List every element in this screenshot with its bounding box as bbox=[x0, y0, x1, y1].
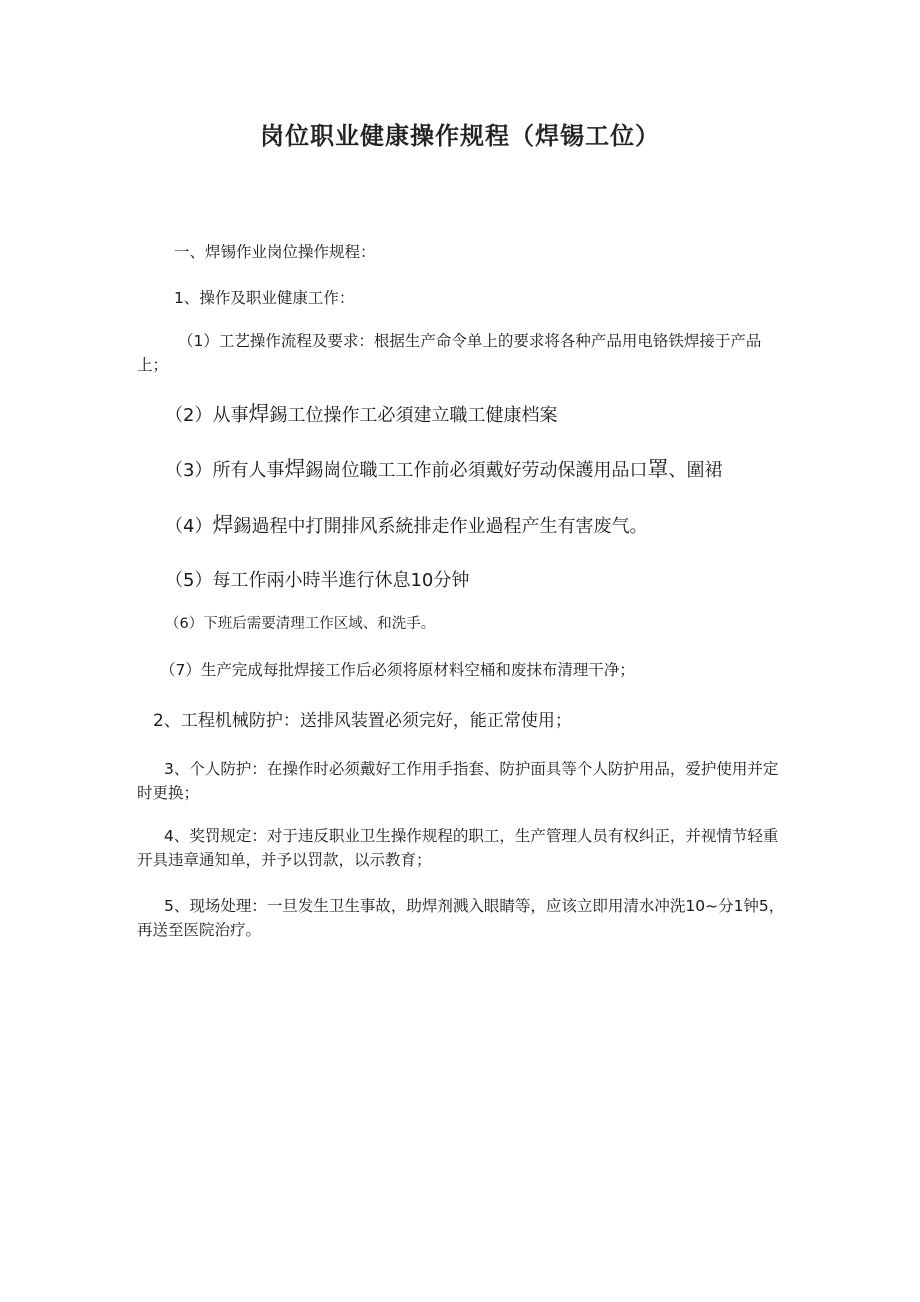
rule-item-2-emphasis: 焊 bbox=[248, 402, 270, 426]
rule-item-7: （7）生产完成每批焊接工作后必须将原材料空桶和废抹布清理干净； bbox=[160, 661, 635, 679]
rule-item-5: （5）每工作兩小時半進行休息10分钟 bbox=[165, 570, 470, 591]
rule-item-4-emphasis: 焊 bbox=[212, 513, 234, 537]
rule-item-3 bbox=[165, 453, 722, 483]
rule-item-4 bbox=[165, 509, 647, 539]
rule-item-2-prefix: （2）从事 bbox=[165, 405, 249, 426]
rule-item-3-emphasis-2: 罩 bbox=[647, 457, 669, 481]
document-title: 岗位职业健康操作规程（焊锡工位） bbox=[260, 122, 660, 150]
rule-item-3-tail: 、圍裙 bbox=[668, 460, 723, 481]
rule-item-1: （1）工艺操作流程及要求：根据生产命令单上的要求将各种产品用电铬铁焊接于产品上； bbox=[137, 332, 762, 374]
subsection-heading: 1、操作及职业健康工作： bbox=[174, 289, 355, 307]
rule-item-4-prefix: （4） bbox=[165, 516, 213, 537]
rule-item-6: （6）下班后需要清理工作区域、和洗手。 bbox=[165, 616, 436, 632]
rule-item-2 bbox=[165, 398, 557, 428]
subsection-4: 4、奖罚规定：对于违反职业卫生操作规程的职工，生产管理人员有权纠正，并视情节轻重开具违章通知单，并予以罚款，以示教育； bbox=[137, 827, 779, 869]
rule-item-3-prefix: （3）所有人事 bbox=[165, 460, 285, 481]
subsection-5: 5、现场处理：一旦发生卫生事故，助焊剂溅入眼睛等，应该立即用清水冲洗10~分1钟5，再送至医院治疗。 bbox=[137, 897, 785, 939]
rule-item-4-text: 錫過程中打開排风系統排走作业過程产生有害废气。 bbox=[233, 516, 648, 537]
subsection-2: 2、工程机械防护：送排风装置必须完好，能正常使用； bbox=[153, 711, 572, 731]
rule-item-3-emphasis: 焊 bbox=[284, 457, 306, 481]
section-heading: 一、焊锡作业岗位操作规程： bbox=[174, 243, 376, 261]
rule-item-3-text: 錫崗位職工工作前必須戴好劳动保護用品口 bbox=[305, 460, 648, 481]
rule-item-2-text: 錫工位操作工必須建立職工健康档案 bbox=[269, 405, 558, 426]
subsection-3: 3、个人防护：在操作时必须戴好工作用手指套、防护面具等个人防护用品，爱护使用并定时更换； bbox=[137, 760, 779, 802]
